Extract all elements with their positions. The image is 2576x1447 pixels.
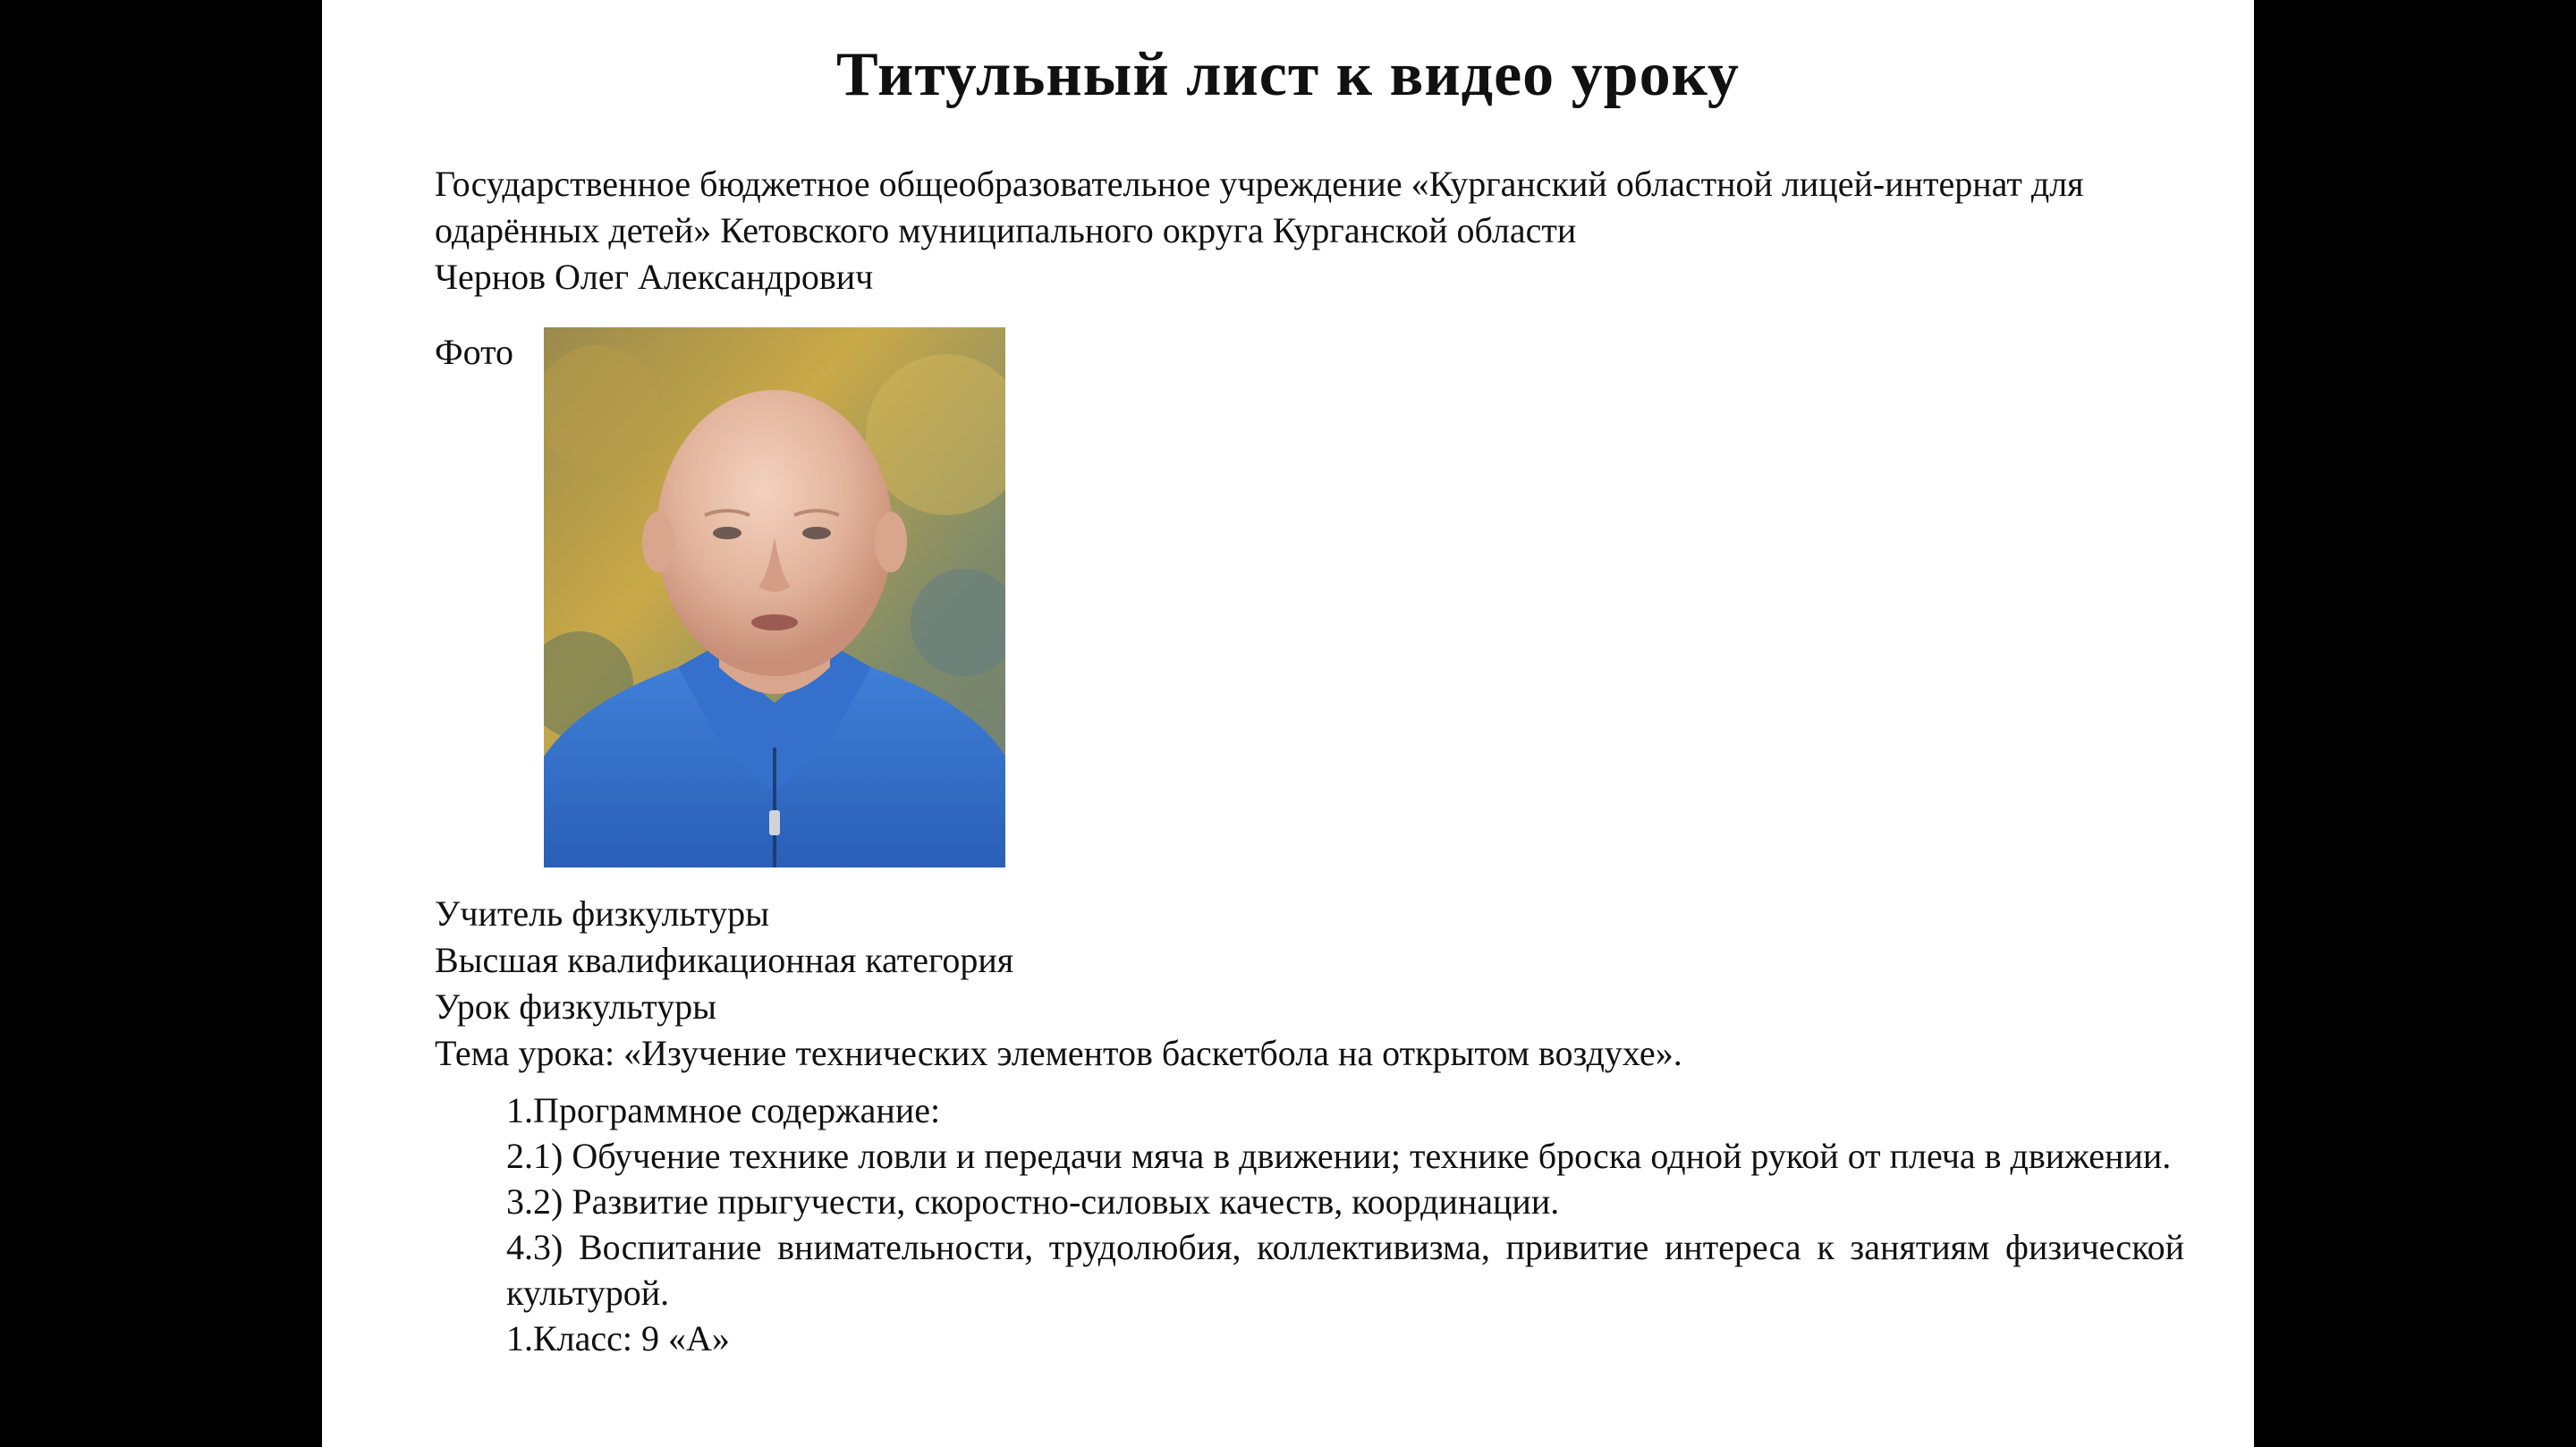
teacher-photo (544, 327, 1005, 867)
info-line: Тема урока: «Изучение технических элементов баскетбола на открытом воздухе». (435, 1033, 1682, 1073)
page-title: Титульный лист к видео уроку (836, 40, 1740, 109)
slide (322, 0, 2254, 1447)
info-line: Высшая квалификационная категория (435, 940, 1014, 980)
content-line: 2.1) Обучение технике ловли и передачи мяча в движении; технике броска одной рукой от плеча в движении. (506, 1136, 2172, 1176)
photo-label: Фото (435, 332, 514, 372)
info-line: Учитель физкультуры (435, 893, 770, 934)
organization-text: Государственное бюджетное общеобразовательное учреждение «Курганский областной лицей-интернат для одарённых детей» Кетовского муниципального округа Курганской области (435, 164, 2084, 250)
lesson-content (506, 1087, 2184, 1361)
content-line: 1.Программное содержание: (506, 1090, 941, 1130)
content-line: 4.3) Воспитание внимательности, трудолюбия, коллективизма, привитие интереса к занятиям физической культурой. (506, 1227, 2184, 1313)
content-line: 1.Класс: 9 «А» (506, 1318, 730, 1358)
lesson-info (435, 891, 2188, 1077)
content-line: 3.2) Развитие прыгучести, скоростно-силовых качеств, координации. (506, 1181, 1560, 1222)
info-line: Урок физкультуры (435, 986, 716, 1027)
teacher-name: Чернов Олег Александрович (435, 257, 874, 297)
